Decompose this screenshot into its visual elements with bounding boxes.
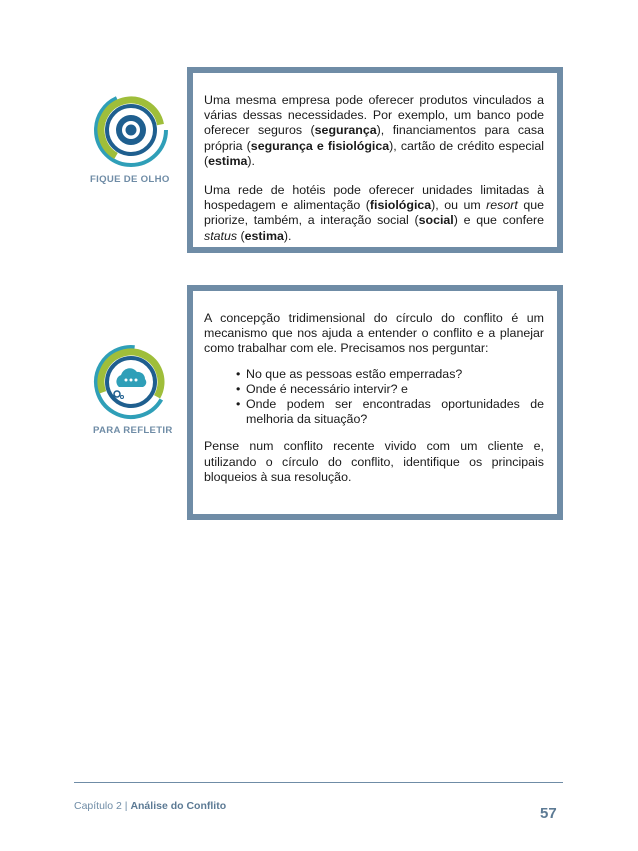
list-item: • No que as pessoas estão emperradas? xyxy=(236,367,544,382)
chapter-label: Capítulo 2 xyxy=(74,800,122,812)
section-title: Análise do Conflito xyxy=(130,800,227,812)
refletir-closing: Pense num conflito recente vivido com um cliente e, utilizando o círculo do conflito, identifique os principais bloqueios à sua resolução. xyxy=(204,439,544,484)
fique-paragraph-2: Uma rede de hotéis pode oferecer unidades limitadas à hospedagem e alimentação (fisiológica), ou um resort que priorize, também, a interação social (social) e que confere status (estima). xyxy=(204,183,544,243)
fique-paragraph-1: Uma mesma empresa pode oferecer produtos vinculados a várias dessas necessidades. Por exemplo, um banco pode oferecer seguros (segurança), financiamentos para casa própria (segurança e fisiológica), cartão de crédito especial (estima). xyxy=(204,93,544,168)
list-item: • Onde é necessário intervir? e xyxy=(236,382,544,397)
refletir-question-list xyxy=(204,367,544,428)
refletir-intro: A concepção tridimensional do círculo do conflito é um mecanismo que nos ajuda a entender o conflito e a planejar como trabalhar com ele. Precisamos nos perguntar: xyxy=(204,311,544,356)
list-item: • Onde podem ser encontradas oportunidades de melhoria da situação? xyxy=(236,397,544,427)
para-refletir-label: PARA REFLETIR xyxy=(93,425,173,436)
page-number: 57 xyxy=(540,805,557,822)
eye-icon xyxy=(92,91,170,169)
para-refletir-text xyxy=(204,311,544,485)
footer-chapter: Capítulo 2 | Análise do Conflito xyxy=(74,800,227,812)
thinking-cloud-icon xyxy=(92,343,170,421)
footer-divider xyxy=(74,782,563,783)
fique-de-olho-label: FIQUE DE OLHO xyxy=(90,174,170,185)
fique-de-olho-text xyxy=(204,93,544,244)
